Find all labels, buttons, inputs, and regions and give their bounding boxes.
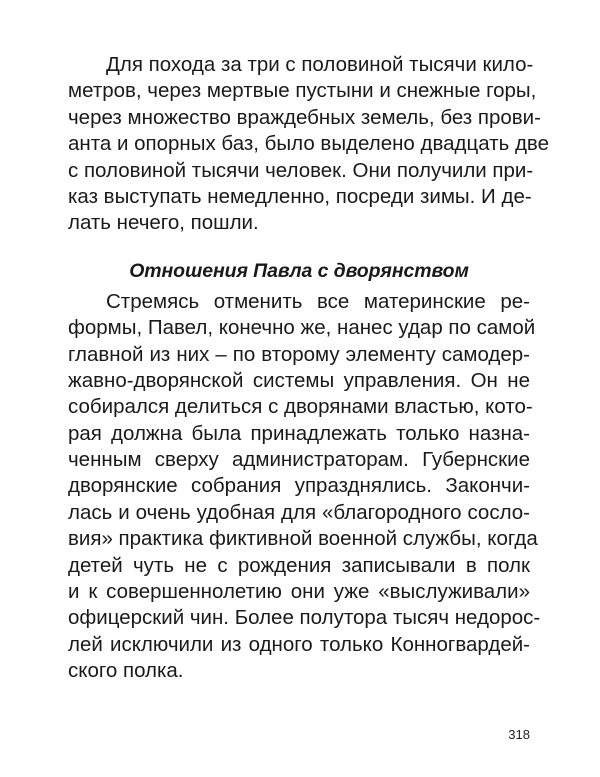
text-line: формы, Павел, конечно же, нанес удар по самой — [68, 316, 536, 340]
text-line: метров, через мертвые пустыни и снежные горы, — [68, 79, 537, 103]
text-line: через множество враждебных земель, без прови- — [68, 105, 541, 129]
text-line: лать нечего, пошли. — [68, 211, 259, 235]
paragraph-1 — [68, 52, 549, 237]
page-content — [68, 52, 549, 685]
page-number: 318 — [508, 727, 530, 742]
text-line: и к совершеннолетию они уже «выслуживали» — [68, 580, 530, 604]
text-line: детей чуть не с рождения записывали в полк — [68, 553, 530, 577]
text-line: главной из них – по второму элементу самодер- — [68, 342, 530, 366]
text-line: дворянские собрания упразднялись. Закончи- — [68, 474, 530, 498]
text-line: каз выступать немедленно, посреди зимы. И де- — [68, 184, 532, 208]
text-line: рая должна была принадлежать только назна- — [68, 421, 530, 445]
text-line: Стремясь отменить все материнские ре- — [106, 289, 530, 313]
text-line: Для похода за три с половиной тысячи кило- — [106, 53, 534, 76]
text-line: офицерский чин. Более полутора тысяч недорос- — [68, 606, 541, 630]
text-line: жавно-дворянской системы управления. Он не — [68, 368, 530, 392]
text-line: с половиной тысячи человек. Они получили при- — [68, 158, 534, 182]
text-line: ченным сверху администраторам. Губернские — [68, 448, 530, 472]
text-line: лей исключили из одного только Конногвардей- — [68, 632, 530, 656]
text-line: ского полка. — [68, 659, 184, 683]
text-line: собирался делиться с дворянами властью, кото- — [68, 395, 533, 419]
text-line: вия» практика фиктивной военной службы, когда — [68, 527, 538, 551]
section-heading: Отношения Павла с дворянством — [129, 259, 469, 282]
text-line: лась и очень удобная для «благородного сосло- — [68, 500, 530, 524]
paragraph-2 — [68, 289, 541, 685]
text-line: анта и опорных баз, было выделено двадцать две — [68, 132, 549, 156]
